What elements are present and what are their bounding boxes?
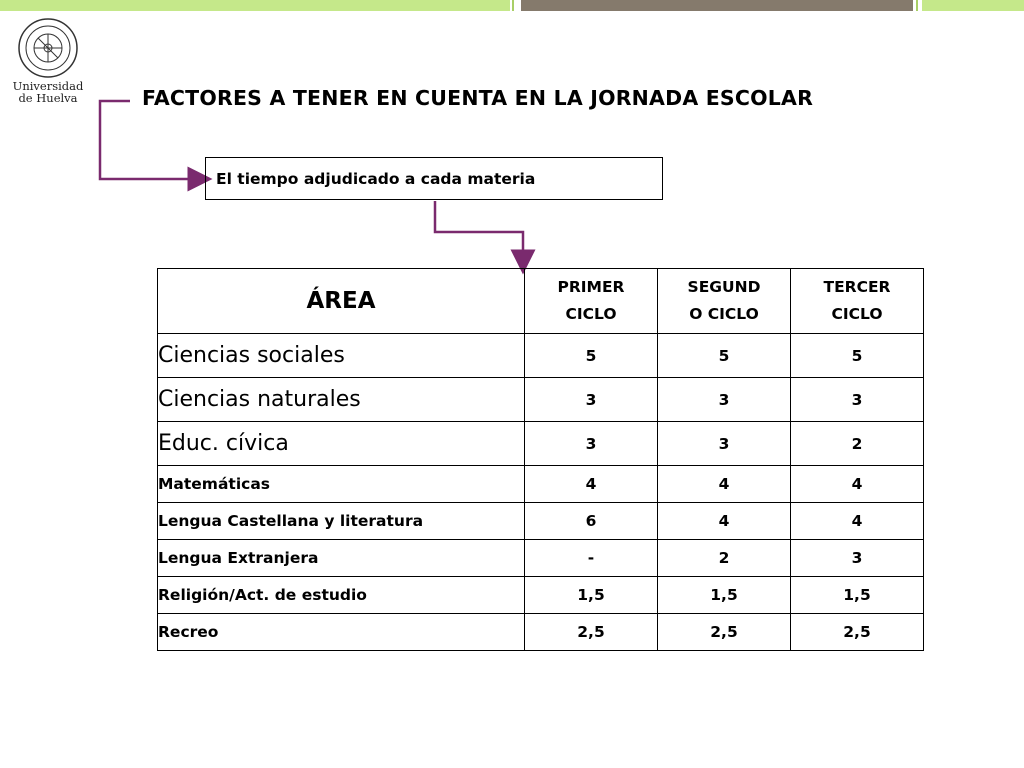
value-cell: 1,5 xyxy=(791,577,924,614)
header-tercer-ciclo xyxy=(791,269,924,334)
value-cell: 5 xyxy=(791,334,924,378)
table-row xyxy=(158,577,924,614)
value-cell: 4 xyxy=(658,466,791,503)
table-row xyxy=(158,378,924,422)
schedule-table xyxy=(157,268,924,651)
value-cell: 4 xyxy=(791,466,924,503)
value-cell: 3 xyxy=(658,378,791,422)
value-cell: 3 xyxy=(791,540,924,577)
value-cell: 2,5 xyxy=(791,614,924,651)
area-cell: Lengua Castellana y literatura xyxy=(158,503,525,540)
table-row xyxy=(158,614,924,651)
header-area: ÁREA xyxy=(158,269,525,334)
header-text: SEGUND xyxy=(687,278,761,296)
area-cell: Lengua Extranjera xyxy=(158,540,525,577)
value-cell: 6 xyxy=(525,503,658,540)
header-text: PRIMER xyxy=(557,278,625,296)
logo-line-1: Universidad xyxy=(12,79,84,93)
table-row xyxy=(158,334,924,378)
value-cell: 3 xyxy=(791,378,924,422)
area-cell: Religión/Act. de estudio xyxy=(158,577,525,614)
header-primer-ciclo xyxy=(525,269,658,334)
value-cell: 3 xyxy=(525,378,658,422)
page-title: FACTORES A TENER EN CUENTA EN LA JORNADA ESCOLAR xyxy=(142,86,814,110)
value-cell: 2 xyxy=(658,540,791,577)
area-cell: Ciencias sociales xyxy=(158,334,525,378)
table-header-row xyxy=(158,269,924,334)
header-text: TERCER xyxy=(823,278,891,296)
area-cell: Educ. cívica xyxy=(158,422,525,466)
value-cell: 2,5 xyxy=(658,614,791,651)
subtitle-box xyxy=(205,157,663,200)
logo-line-2: de Huelva xyxy=(18,91,78,105)
value-cell: 4 xyxy=(525,466,658,503)
value-cell: 2,5 xyxy=(525,614,658,651)
value-cell: 4 xyxy=(791,503,924,540)
value-cell: - xyxy=(525,540,658,577)
value-cell: 2 xyxy=(791,422,924,466)
subtitle-text: El tiempo adjudicado a cada materia xyxy=(216,169,536,188)
value-cell: 1,5 xyxy=(525,577,658,614)
value-cell: 3 xyxy=(658,422,791,466)
header-text: CICLO xyxy=(565,305,617,323)
area-cell: Recreo xyxy=(158,614,525,651)
header-text: CICLO xyxy=(831,305,883,323)
value-cell: 4 xyxy=(658,503,791,540)
header-segundo-ciclo xyxy=(658,269,791,334)
area-cell: Matemáticas xyxy=(158,466,525,503)
table-row xyxy=(158,540,924,577)
connector-subtitle-to-table xyxy=(435,201,523,262)
table-row xyxy=(158,466,924,503)
header-text: O CICLO xyxy=(689,305,759,323)
table-row xyxy=(158,422,924,466)
connector-title-to-subtitle xyxy=(100,101,200,179)
value-cell: 3 xyxy=(525,422,658,466)
table-row xyxy=(158,503,924,540)
value-cell: 5 xyxy=(525,334,658,378)
area-cell: Ciencias naturales xyxy=(158,378,525,422)
value-cell: 1,5 xyxy=(658,577,791,614)
flow-connectors xyxy=(0,0,1024,280)
value-cell: 5 xyxy=(658,334,791,378)
